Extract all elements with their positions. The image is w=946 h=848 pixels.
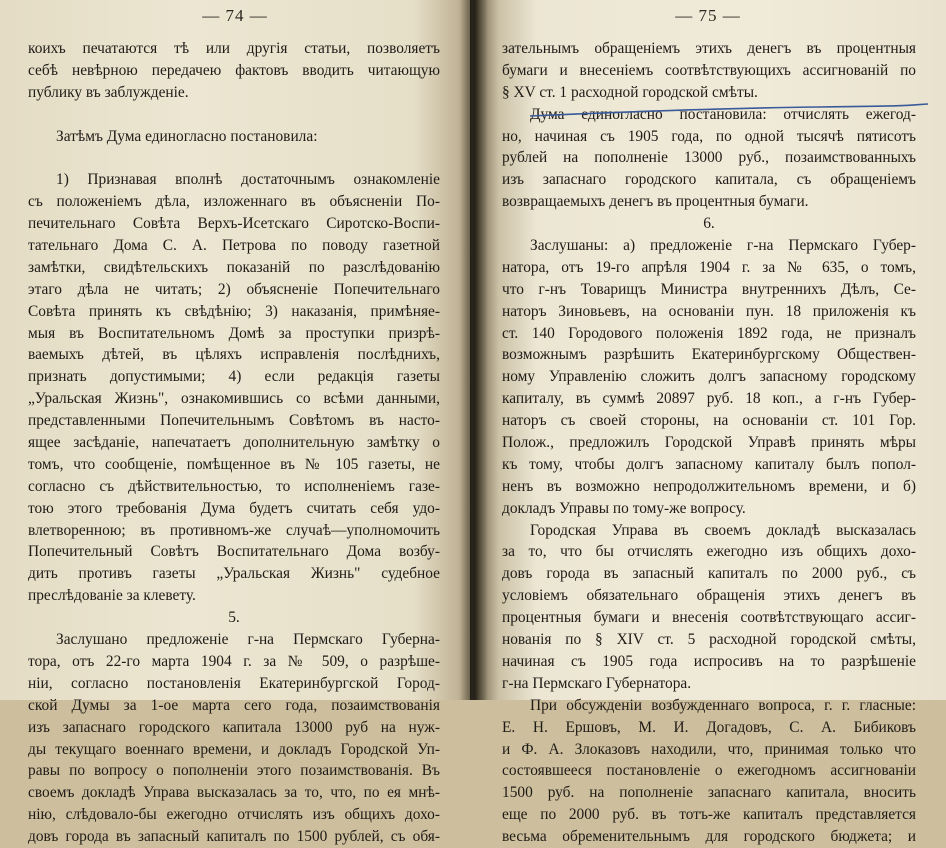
text-line: возвращаемыхъ денегъ въ процентныя бумаги. <box>502 193 809 211</box>
text-line: но, начиная съ 1905 года, по одной тысячѣ пятисотъ <box>502 127 916 145</box>
text-line: ваемыхъ дѣтей, въ цѣляхъ исправленія послѣднихъ, <box>28 346 440 364</box>
book-gutter <box>458 0 488 700</box>
text-line: коихъ печатаются тѣ или другія статьи, позволяетъ <box>28 40 440 57</box>
text-line: Полож., предложилъ Городской Управѣ принять мѣры <box>502 434 916 452</box>
text-line: условіемъ обязательнаго обращенія этихъ денегъ въ <box>502 587 916 605</box>
text-line: ящее засѣданіе, напечатаетъ дополнительную замѣтку о <box>28 434 440 452</box>
text-line: капиталу, въ суммѣ 20897 руб. 18 коп., а г-нъ Губер- <box>502 390 916 408</box>
left-page <box>0 0 470 846</box>
text-line: мыя въ Воспитательномъ Домѣ за проступки призрѣ- <box>28 324 440 342</box>
text-line: г-на Пермскаго Губернатора. <box>502 674 692 692</box>
text-line: Городская Управа въ своемъ докладѣ высказалась <box>530 521 916 539</box>
text-line: ненъ въ возможно непродолжительномъ времени, и б) <box>502 477 916 495</box>
text-line: публику въ заблужденіе. <box>28 83 189 101</box>
text-line <box>28 104 440 126</box>
text-line: нію, слѣдовало-бы ежегодно отчислять изъ общихъ дохо- <box>28 806 440 824</box>
text-line: рублей на пополненіе 13000 руб., позаимствованныхъ <box>502 149 916 167</box>
text-line: процентныя бумаги и внесенія соотвѣтствующаго ассиг- <box>502 609 916 627</box>
text-line: и Ф. А. Злоказовъ находили, что, принимая только что <box>502 740 916 758</box>
text-line: печительнаго Совѣта Верхъ-Исетскаго Сиротско-Воспи- <box>28 215 440 233</box>
text-line: довъ города въ запасный капиталъ по 1500 рублей, съ обя- <box>28 828 440 846</box>
text-line: дить противъ газеты „Уральская Жизнь" судебное <box>28 565 440 583</box>
text-line: ному Управленію сложить долгъ запасному городскому <box>502 368 916 386</box>
text-line: изъ запаснаго городского капитала, съ обращеніемъ <box>502 171 916 189</box>
left-page-text <box>28 38 440 848</box>
text-line: тора, отъ 22-го марта 1904 г. за № 509, о разрѣше- <box>28 652 440 670</box>
text-line: томъ, что сообщеніе, помѣщенное въ № 105 газеты, не <box>28 455 440 473</box>
text-line: ской Думы за 1-ое марта сего года, позаимствованія <box>28 696 440 714</box>
text-line: натора, отъ 19-го апрѣля 1904 г. за № 635, о томъ, <box>502 258 916 276</box>
text-line: еще по 2000 руб. въ тотъ-же капиталъ представляется <box>502 806 916 824</box>
text-line: что г-нъ Товарищъ Министра внутреннихъ Дѣлъ, Се- <box>502 280 916 298</box>
text-line: 6. <box>703 215 715 233</box>
pen-underline-mark <box>500 102 930 122</box>
text-line: 1) Признавая вполнѣ достаточнымъ ознакомленіе <box>56 171 440 189</box>
text-line: нованія по § XIV ст. 5 расходной городской смѣты, <box>502 631 916 649</box>
text-line: „Уральская Жизнь", ознакомившись со всѣми данными, <box>28 390 440 408</box>
text-line: Заслушаны: а) предложеніе г-на Пермскаго Губер- <box>530 237 916 255</box>
right-page-text <box>502 38 916 848</box>
text-line: ніи, согласно постановленія Екатеринбургской Город- <box>28 674 440 692</box>
text-line: Совѣта принять къ свѣдѣнію; 3) наказанія, примѣняе- <box>28 302 440 320</box>
page-number: — 74 — <box>202 6 268 25</box>
text-line: представленными Попечительнымъ Совѣтомъ въ насто- <box>28 412 440 430</box>
text-line: состоявшееся постановленіе о ежегодномъ ассигнованіи <box>502 762 916 780</box>
text-line: преслѣдованіе за клевету. <box>28 587 196 605</box>
text-line: Затѣмъ Дума единогласно постановила: <box>56 127 318 145</box>
text-line: весьма обременительнымъ для городского бюджета; и <box>502 828 916 846</box>
text-line: равы по вопросу о пополненіи этого позаимствованія. Въ <box>28 762 440 780</box>
text-line: довъ города въ запасный капиталъ по 2000 руб., съ <box>502 565 916 583</box>
text-line: изъ запаснаго городского капитала 13000 руб на нуж- <box>28 718 440 736</box>
text-line: Дума единогласно постановила: отчислять ежегод- <box>530 105 916 123</box>
text-line: наторъ Зиновьевъ, на основаніи пун. 18 приложенія къ <box>502 302 916 320</box>
text-line: ст. 140 Городового положенія 1892 года, не призналъ <box>502 324 916 342</box>
text-line: наторъ съ своей стороны, на основаніи ст. 101 Гор. <box>502 412 916 430</box>
text-line: Заслушано предложеніе г-на Пермскаго Губерна- <box>56 631 440 649</box>
text-line: § XV ст. 1 расходной городской смѣты. <box>502 83 758 101</box>
text-line: этаго дѣла не читать; 2) объясненіе Попечительнаго <box>28 280 440 298</box>
text-line: Е. Н. Ершовъ, М. И. Догадовъ, С. А. Бибиковъ <box>502 718 916 736</box>
text-line: 5. <box>228 609 240 627</box>
text-line: замѣтки, свидѣтельскихъ показаній по разслѣдованію <box>28 258 440 276</box>
text-line: за то, что бы отчислять ежегодно изъ общихъ дохо- <box>502 543 916 561</box>
text-line: тою этого требованія Дума будетъ считать себя удо- <box>28 499 440 517</box>
text-line: влетворенною; въ противномъ-же случаѣ—уполномочить <box>28 521 440 539</box>
text-line: согласно съ дѣйствительностью, то исполненіемъ газе- <box>28 477 440 495</box>
text-line: зательнымъ обращеніемъ этихъ денегъ въ процентныя <box>502 40 916 57</box>
text-line: признать допустимыми; 4) если редакція газеты <box>28 368 440 386</box>
text-line: тательнаго Дома С. А. Петрова по поводу газетной <box>28 237 440 255</box>
text-line: Попечительный Совѣтъ Воспитательнаго Дома возбу- <box>28 543 440 561</box>
text-line: ды текущаго военнаго времени, и докладъ Городской Уп- <box>28 740 440 758</box>
text-line: себѣ невѣрною передачею фактовъ вводить читающую <box>28 61 440 79</box>
text-line: возможнымъ разрѣшить Екатеринбургскому Обществен- <box>502 346 916 364</box>
text-line: съ положеніемъ дѣла, изложеннаго въ объясненіи По- <box>28 193 440 211</box>
text-line: начиная съ 1905 года испросивъ на то разрѣшеніе <box>502 652 916 670</box>
text-line: къ тому, чтобы долгъ запасному капиталу былъ попол- <box>502 455 916 473</box>
text-line: 1500 руб. на пополненіе запаснаго капитала, вносить <box>502 784 916 802</box>
text-line: бумаги и внесеніемъ соотвѣтствующихъ ассигнованій по <box>502 61 916 79</box>
text-line: При обсужденіи возбужденнаго вопроса, г. г. гласные: <box>530 696 916 714</box>
text-line: своемъ докладѣ Управа высказалась за то, что, по ея мнѣ- <box>28 784 440 802</box>
text-line: докладъ Управы по тому-же вопросу. <box>502 499 746 517</box>
page-number: — 75 — <box>675 6 741 25</box>
text-line <box>28 147 440 169</box>
